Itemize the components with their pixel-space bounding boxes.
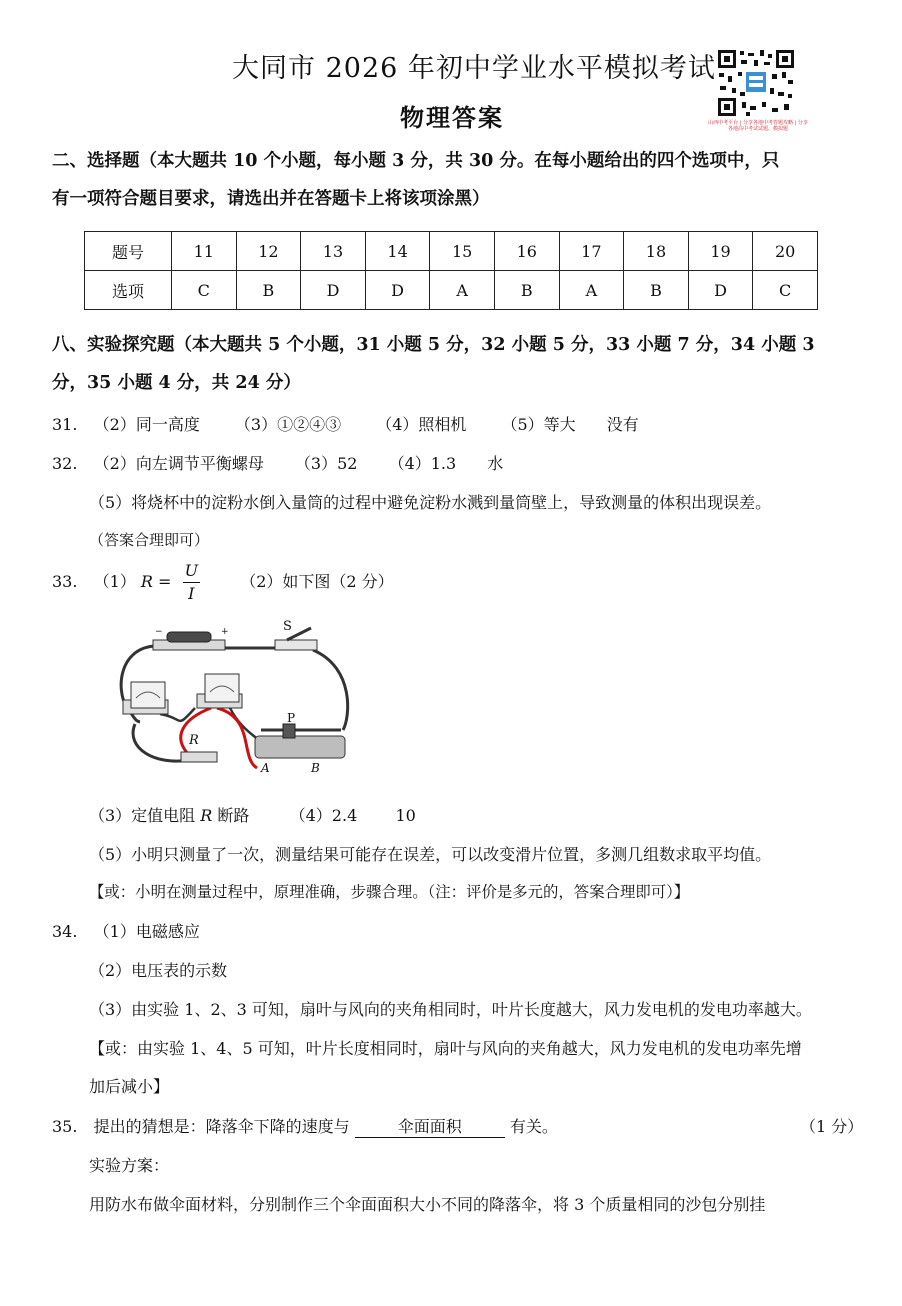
table-cell: C [753,271,818,310]
table-cell: 17 [559,232,624,271]
q33-answer: 33. （1） R = $\frac{U}{I}$ （2）如下图（2 分） [52,561,394,603]
resistor-label: R [189,733,199,748]
question-number: 35. [52,1117,78,1136]
table-cell: 19 [688,232,753,271]
q32-a5: （5）将烧杯中的淀粉水倒入量筒的过程中避免淀粉水溅到量筒壁上，导致测量的体积出现误差。 [89,493,772,512]
qr-code-icon [716,48,796,118]
table-header-cell: 题号 [85,232,172,271]
table-cell: 20 [753,232,818,271]
q33-a5: （5）小明只测量了一次，测量结果可能存在误差，可以改变滑片位置，多测几组数求取平均值。 [89,845,772,864]
circuit-diagram [115,618,360,778]
slider-label: P [287,711,296,725]
q34-a3: （3）由实验 1、2、3 可知，扇叶与风向的夹角相同时，叶片长度越大，风力发电机的发电功率越大。 [89,1000,812,1019]
table-cell: 11 [172,232,237,271]
q35-plan1: 用防水布做伞面材料，分别制作三个伞面面积大小不同的降落伞，将 3 个质量相同的沙包分别挂 [89,1195,766,1214]
table-cell: A [559,271,624,310]
q34-alt1: 【或：由实验 1、4、5 可知，叶片长度相同时，扇叶与风向的夹角越大，风力发电机的发电功率先增 [89,1039,802,1058]
question-number: 31. [52,415,78,434]
table-cell: D [688,271,753,310]
question-number: 33. [52,572,78,591]
answer-table [84,231,818,310]
resistor-icon [181,752,217,762]
table-cell: 13 [301,232,366,271]
table-cell: B [236,271,301,310]
switch-label: S [283,619,292,634]
formula-fraction: $\frac{U}{I}$ [184,561,199,603]
q34-alt2: 加后减小】 [89,1077,170,1096]
circuit-wire-red [181,708,211,756]
table-cell: D [301,271,366,310]
qr-caption: 山西中考平台 | 分享各地中考答题攻略 | 分享各地高中考试试题、模拟题 [708,120,808,132]
question-number: 32. [52,454,78,473]
battery-plus-label: + [221,627,229,637]
q34-a2: （2）电压表的示数 [89,961,228,980]
table-cell: 15 [430,232,495,271]
table-row-answers [85,271,818,310]
table-cell: 16 [494,232,559,271]
q33-a3a4: （3）定值电阻 R 断路 （4）2.4 10 [89,806,416,825]
table-header-cell: 选项 [85,271,172,310]
q35-blank: 伞面面积 [355,1114,505,1138]
switch-icon [275,640,317,650]
question-number: 34. [52,922,78,941]
circuit-wire [313,650,348,730]
table-cell: B [624,271,689,310]
q32-note: （答案合理即可） [89,531,210,549]
table-cell: 18 [624,232,689,271]
table-cell: 14 [365,232,430,271]
section2-heading: 二、选择题（本大题共 10 个小题，每小题 3 分，共 30 分。在每小题给出的四个选项中，只 有一项符合题目要求，请选出并在答题卡上将该项涂黑） [52,151,780,209]
table-cell: A [430,271,495,310]
table-cell: B [494,271,559,310]
table-cell: C [172,271,237,310]
formula-lhs: R = [140,572,172,591]
battery-minus-label: − [155,627,163,637]
terminal-a-label: A [261,761,270,775]
q31-answer: 31. （2）同一高度 （3）①②④③ （4）照相机 （5）等大 没有 [52,415,639,434]
ammeter-icon [205,674,239,702]
section8-heading: 八、实验探究题（本大题共 5 个小题，31 小题 5 分，32 小题 5 分，33 小题 7 分，34 小题 3 分，35 小题 4 分，共 24 分） [52,335,815,393]
q35-score: （1 分） [800,1117,864,1136]
rheostat-icon [255,736,345,758]
circuit-wire-red [217,708,257,768]
q32-answer: 32. （2）向左调节平衡螺母 （3）52 （4）1.3 水 [52,454,504,473]
page-title: 大同市 2026 年初中学业水平模拟考试 [232,53,716,84]
page-subtitle: 物理答案 [400,103,504,132]
q33-alt: 【或：小明在测量过程中，原理准确，步骤合理。（注：评价是多元的，答案合理即可）】 [89,883,690,901]
q35-plan-label: 实验方案： [89,1156,170,1175]
table-cell: 12 [236,232,301,271]
voltmeter-icon [131,682,165,708]
table-cell: D [365,271,430,310]
table-row-numbers [85,232,818,271]
q34-answer: 34. （1）电磁感应 [52,922,200,941]
terminal-b-label: B [311,761,320,775]
q35-answer: 35. 提出的猜想是：降落伞下降的速度与 伞面面积 有关。 [52,1114,558,1138]
